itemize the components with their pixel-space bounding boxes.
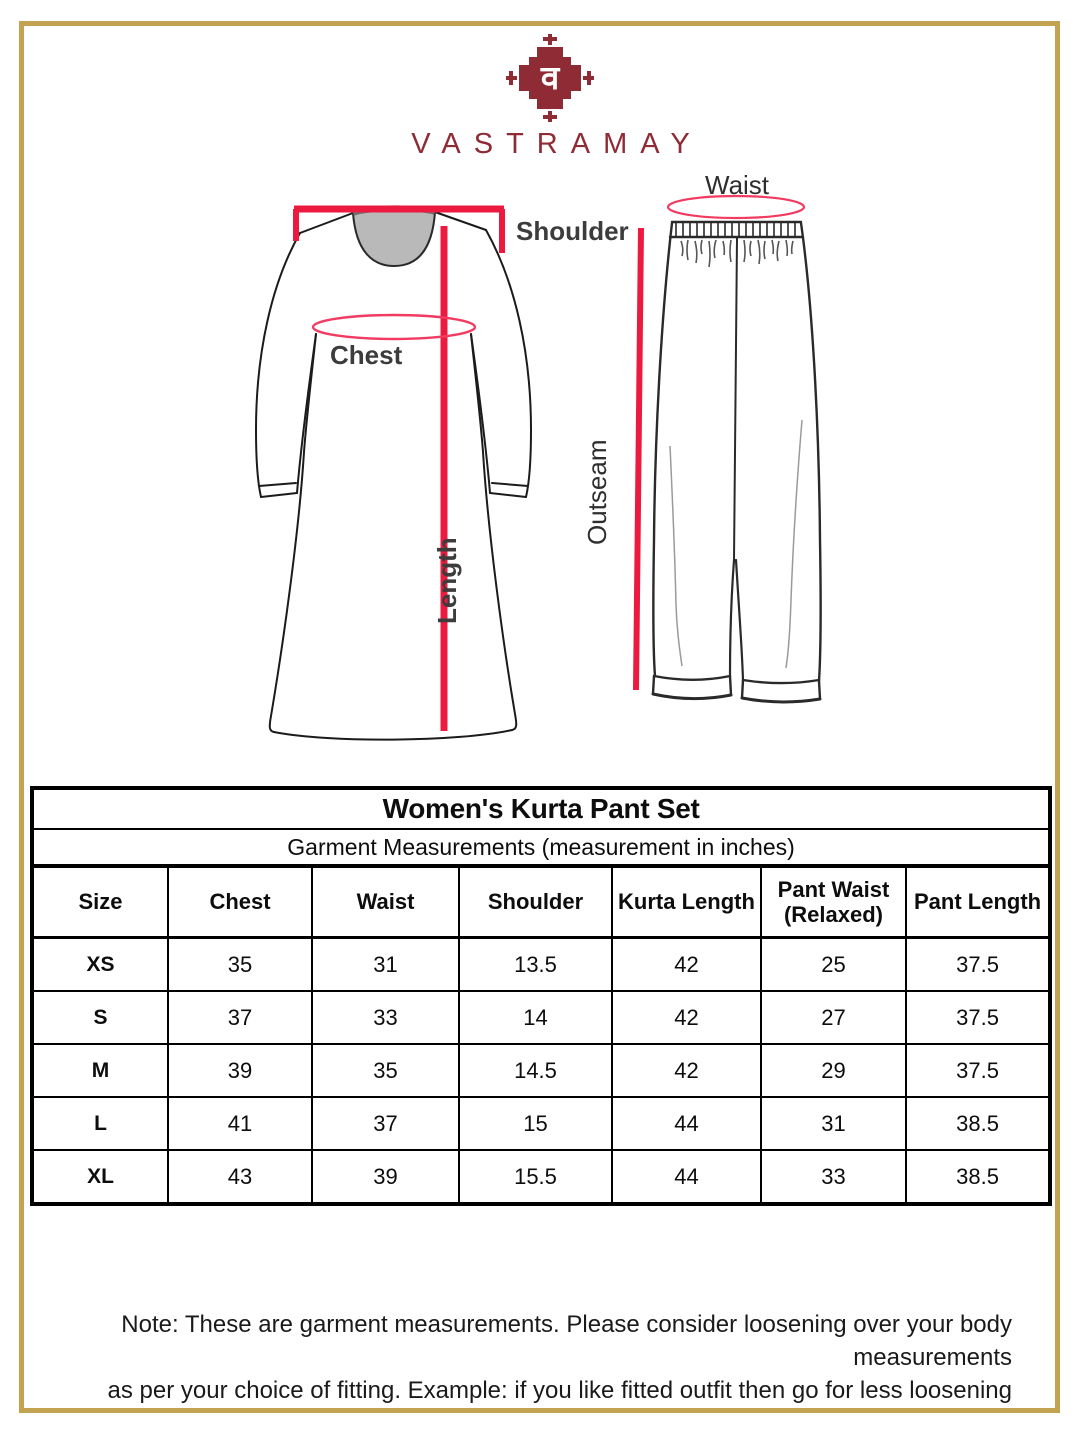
measurement-cell: 31 bbox=[312, 938, 459, 992]
column-header: Size bbox=[32, 866, 168, 938]
table-subtitle: Garment Measurements (measurement in inches) bbox=[32, 829, 1050, 866]
measurement-cell: 31 bbox=[761, 1097, 906, 1150]
measurement-cell: 33 bbox=[761, 1150, 906, 1204]
measurement-cell: 15 bbox=[459, 1097, 612, 1150]
shoulder-label: Shoulder bbox=[516, 216, 629, 246]
pant-crease-left bbox=[670, 446, 682, 666]
column-header: Waist bbox=[312, 866, 459, 938]
length-label: Length bbox=[432, 537, 462, 624]
measurement-cell: 37.5 bbox=[906, 1044, 1050, 1097]
kurta-outline bbox=[256, 212, 531, 740]
size-chart-body bbox=[32, 938, 1050, 1205]
measurement-cell: 42 bbox=[612, 1044, 761, 1097]
column-header: Pant Length bbox=[906, 866, 1050, 938]
table-row bbox=[32, 1097, 1050, 1150]
column-header: Kurta Length bbox=[612, 866, 761, 938]
measurement-cell: 35 bbox=[312, 1044, 459, 1097]
measurement-cell: 42 bbox=[612, 991, 761, 1044]
size-cell: S bbox=[32, 991, 168, 1044]
brand-name: VASTRAMAY bbox=[411, 128, 703, 160]
measurement-cell: 43 bbox=[168, 1150, 312, 1204]
measurement-cell: 37.5 bbox=[906, 991, 1050, 1044]
note-line-2: as per your choice of fitting. Example: if you like fitted outfit then go for less loosening bbox=[107, 1377, 1012, 1404]
table-row bbox=[32, 1150, 1050, 1204]
table-row bbox=[32, 938, 1050, 992]
measurement-cell: 44 bbox=[612, 1097, 761, 1150]
measurement-cell: 42 bbox=[612, 938, 761, 992]
measurement-cell: 39 bbox=[168, 1044, 312, 1097]
table-title: Women's Kurta Pant Set bbox=[32, 788, 1050, 829]
logo-glyph: व bbox=[540, 58, 560, 97]
pant-crease-right bbox=[786, 420, 802, 668]
measurement-cell: 35 bbox=[168, 938, 312, 992]
column-header: Chest bbox=[168, 866, 312, 938]
column-header: Shoulder bbox=[459, 866, 612, 938]
measurement-cell: 15.5 bbox=[459, 1150, 612, 1204]
note-line-1: Note: These are garment measurements. Please consider loosening over your body measurements bbox=[121, 1311, 1012, 1371]
measurement-note bbox=[50, 1308, 1012, 1407]
measurement-cell: 38.5 bbox=[906, 1097, 1050, 1150]
measurement-cell: 38.5 bbox=[906, 1150, 1050, 1204]
measurement-cell: 29 bbox=[761, 1044, 906, 1097]
chest-label: Chest bbox=[330, 340, 403, 370]
chest-measure-ellipse bbox=[313, 315, 475, 339]
outseam-measure-line bbox=[636, 228, 641, 690]
measurement-cell: 39 bbox=[312, 1150, 459, 1204]
size-cell: XL bbox=[32, 1150, 168, 1204]
measurement-cell: 41 bbox=[168, 1097, 312, 1150]
size-chart-table bbox=[30, 786, 1052, 1206]
size-chart-section bbox=[30, 786, 1048, 1206]
measurement-cell: 37.5 bbox=[906, 938, 1050, 992]
outseam-label: Outseam bbox=[582, 439, 612, 545]
size-cell: M bbox=[32, 1044, 168, 1097]
table-row bbox=[32, 1044, 1050, 1097]
vastramay-logo-icon bbox=[502, 32, 598, 124]
measurement-cell: 44 bbox=[612, 1150, 761, 1204]
waist-label: Waist bbox=[705, 170, 770, 200]
size-cell: L bbox=[32, 1097, 168, 1150]
kurta-annotations bbox=[294, 209, 504, 731]
measurement-cell: 13.5 bbox=[459, 938, 612, 992]
table-subtitle-row bbox=[32, 829, 1050, 866]
measurement-cell: 37 bbox=[312, 1097, 459, 1150]
size-cell: XS bbox=[32, 938, 168, 992]
measurement-cell: 14.5 bbox=[459, 1044, 612, 1097]
measurement-cell: 37 bbox=[168, 991, 312, 1044]
kurta-neckline bbox=[353, 208, 435, 266]
measurement-cell: 27 bbox=[761, 991, 906, 1044]
column-header: Pant Waist (Relaxed) bbox=[761, 866, 906, 938]
brand-header bbox=[0, 32, 1080, 161]
measurement-cell: 33 bbox=[312, 991, 459, 1044]
measurement-cell: 25 bbox=[761, 938, 906, 992]
table-row bbox=[32, 991, 1050, 1044]
measurement-cell: 14 bbox=[459, 991, 612, 1044]
size-chart-header-row bbox=[32, 866, 1050, 938]
garment-measurement-diagram bbox=[0, 148, 1080, 762]
table-title-row bbox=[32, 788, 1050, 829]
